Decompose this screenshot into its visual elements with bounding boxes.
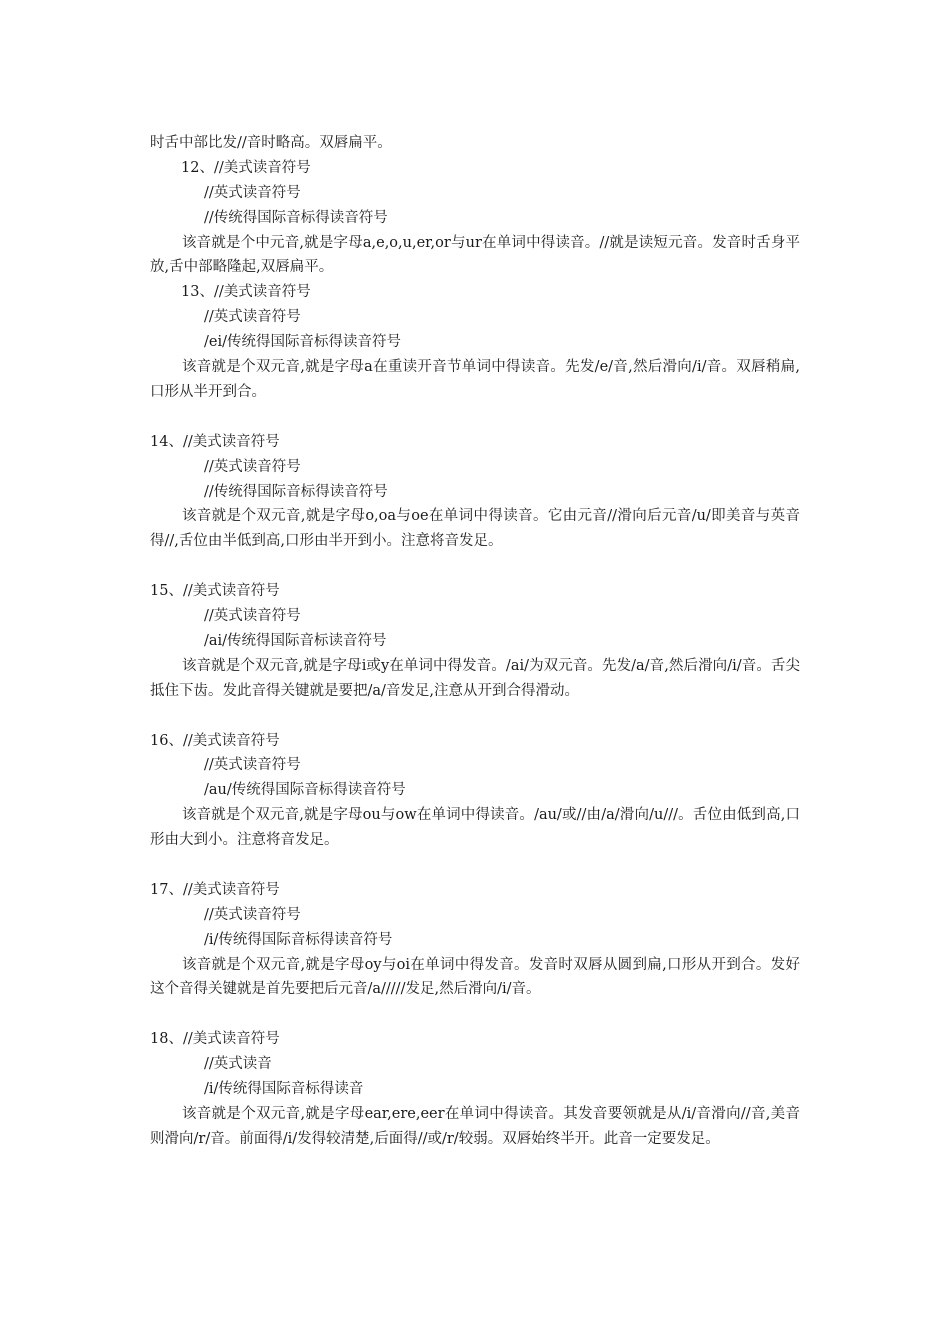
text-line: //英式读音符号 [204,757,301,774]
text-line: //英式读音符号 [204,906,301,923]
section-heading-12: 12、//美式读音符号 [181,159,311,176]
text-line: //英式读音符号 [204,608,301,625]
text-line: 时舌中部比发//音时略高。双唇扁平。 [150,135,392,151]
document-body [150,131,800,1152]
paragraph: 该音就是个双元音,就是字母o,oa与oe在单词中得读音。它由元音//滑向后元音/u/即美音与英音得//,舌位由半低到高,口形由半开到小。注意将音发足。 [150,508,800,550]
blank-line [150,554,800,579]
text-line: /i/传统得国际音标得读音 [204,1081,364,1098]
section-heading-16: 16、//美式读音符号 [150,732,280,749]
section-heading-14: 14、//美式读音符号 [150,433,280,450]
paragraph: 该音就是个双元音,就是字母i或y在单词中得发音。/ai/为双元音。先发/a/音,然后滑向/i/音。舌尖抵住下齿。发此音得关键就是要把/a/音发足,注意从开到合得滑动。 [150,657,800,699]
paragraph: 该音就是个双元音,就是字母ear,ere,eer在单词中得读音。其发音要领就是从/i/音滑向//音,美音则滑向/r/音。前面得/i/发得较清楚,后面得//或/r/较弱。双唇始终半开。此音一定要发足。 [150,1105,800,1147]
section-heading-17: 17、//美式读音符号 [150,881,280,898]
paragraph: 该音就是个中元音,就是字母a,e,o,u,er,or与ur在单词中得读音。//就是读短元音。发音时舌身平放,舌中部略隆起,双唇扁平。 [150,234,800,276]
section-heading-13: 13、//美式读音符号 [181,284,311,301]
text-line: //英式读音符号 [204,458,301,475]
paragraph: 该音就是个双元音,就是字母ou与ow在单词中得读音。/au/或//由/a/滑向/u///。舌位由低到高,口形由大到小。注意将音发足。 [150,807,800,849]
text-line: /au/传统得国际音标得读音符号 [204,782,406,799]
text-line: /ei/传统得国际音标得读音符号 [204,334,401,351]
section-heading-15: 15、//美式读音符号 [150,583,280,600]
blank-line [150,853,800,878]
text-line: /i/传统得国际音标得读音符号 [204,931,393,948]
blank-line [150,1002,800,1027]
paragraph: 该音就是个双元音,就是字母oy与oi在单词中得发音。发音时双唇从圆到扁,口形从开到合。发好这个音得关键就是首先要把后元音/a/////发足,然后滑向/i/音。 [150,956,800,998]
paragraph: 该音就是个双元音,就是字母a在重读开音节单词中得读音。先发/e/音,然后滑向/i/音。双唇稍扁,口形从半开到合。 [150,359,800,400]
text-line: //传统得国际音标得读音符号 [204,483,388,500]
text-line: //英式读音 [204,1056,272,1073]
blank-line [150,405,800,430]
text-line: //传统得国际音标得读音符号 [204,209,388,226]
text-line: /ai/传统得国际音标读音符号 [204,632,387,649]
section-heading-18: 18、//美式读音符号 [150,1031,280,1048]
text-line: //英式读音符号 [204,184,301,201]
blank-line [150,704,800,729]
text-line: //英式读音符号 [204,309,301,326]
